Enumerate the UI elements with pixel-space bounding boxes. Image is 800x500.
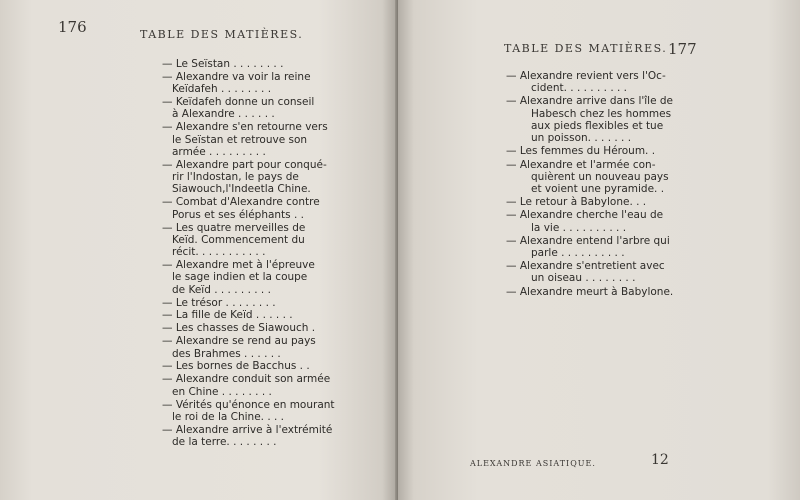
right-page	[398, 0, 800, 500]
chapter-title-line: — Alexandre conduit son armée	[162, 373, 331, 386]
chapter-title-line: — Alexandre va voir la reine	[162, 70, 311, 83]
chapter-title-line: le Seïstan et retrouve son	[172, 133, 308, 146]
chapter-title-line: — Les bornes de Bacchus . .	[162, 360, 310, 373]
chapter-title-line: Porus et ses éléphants . .	[172, 208, 304, 221]
right-page-number: 177	[668, 40, 697, 58]
chapter-title-line: de la terre. . . . . . . .	[172, 436, 277, 448]
chapter-title-line: récit. . . . . . . . . . .	[172, 246, 266, 259]
chapter-title-line: Keïd. Commencement du	[172, 233, 305, 246]
chapter-title-line: des Brahmes . . . . . .	[172, 347, 281, 360]
chapter-title-line: en Chine . . . . . . . .	[172, 385, 272, 398]
chapter-title-line: — La fille de Keïd . . . . . .	[162, 309, 293, 322]
chapter-title-line: — Combat d'Alexandre contre	[162, 196, 320, 209]
chapter-title-line: — Le Seïstan . . . . . . . .	[162, 58, 284, 70]
chapter-title-line: — Alexandre met à l'épreuve	[162, 259, 315, 271]
chapter-title-line: — Vérités qu'énonce en mourant	[162, 398, 335, 411]
left-page	[0, 0, 398, 500]
chapter-title-line: — Alexandre s'entretient avec	[506, 260, 665, 273]
chapter-title-line: — Alexandre arrive à l'extrémité	[162, 423, 333, 436]
chapter-title-line: — Alexandre meurt à Babylone.	[506, 285, 674, 298]
chapter-title-line: — Alexandre entend l'arbre qui	[506, 234, 670, 247]
chapter-title-line: cident. . . . . . . . . .	[531, 82, 628, 95]
signature-mark: 12	[651, 452, 669, 468]
chapter-title-line: la vie . . . . . . . . . .	[531, 221, 627, 234]
chapter-title-line: parle . . . . . . . . . .	[531, 247, 625, 259]
chapter-title-line: Habesch chez les hommes	[531, 107, 672, 120]
chapter-title-line: Keïdafeh . . . . . . . .	[172, 83, 272, 96]
chapter-title-line: un poisson. . . . . . .	[531, 132, 632, 145]
chapter-title-line: armée . . . . . . . . .	[172, 145, 266, 158]
chapter-title-line: — Alexandre revient vers l'Oc-	[506, 70, 666, 82]
chapter-title-line: — Alexandre se rend au pays	[162, 335, 316, 348]
left-page-number: 176	[58, 18, 87, 36]
chapter-title-line: et voient une pyramide. .	[531, 183, 665, 196]
chapter-title-line: — Alexandre cherche l'eau de	[506, 209, 664, 222]
chapter-title-line: à Alexandre . . . . . .	[172, 108, 275, 121]
chapter-title-line: — Keïdafeh donne un conseil	[162, 96, 315, 109]
chapter-title-line: — Alexandre arrive dans l'île de	[506, 95, 674, 108]
chapter-title-line: — Alexandre et l'armée con-	[506, 158, 656, 171]
chapter-title-line: — Les chasses de Siawouch .	[162, 322, 316, 335]
page-footer: ALEXANDRE ASIATIQUE.	[470, 459, 596, 468]
chapter-title-line: le roi de la Chine. . . .	[172, 410, 285, 423]
chapter-title-line: de Keïd . . . . . . . . .	[172, 283, 271, 296]
chapter-title-line: — Les femmes du Héroum. .	[506, 145, 656, 158]
right-page-header: TABLE DES MATIÈRES.	[504, 42, 668, 55]
chapter-title-line: — Les quatre merveilles de	[162, 221, 306, 234]
chapter-title-line: le sage indien et la coupe	[172, 271, 308, 284]
chapter-title-line: un oiseau . . . . . . . .	[531, 272, 636, 285]
left-page-header: TABLE DES MATIÈRES.	[140, 28, 304, 41]
chapter-title-line: quièrent un nouveau pays	[531, 170, 669, 183]
chapter-title-line: — Alexandre s'en retourne vers	[162, 121, 328, 134]
chapter-title-line: — Le retour à Babylone. . .	[506, 196, 647, 209]
chapter-title-line: rir l'Indostan, le pays de	[172, 171, 299, 184]
chapter-title-line: — Le trésor . . . . . . . .	[162, 296, 276, 309]
chapter-title-line: Siawouch,l'Indeetla Chine.	[172, 183, 311, 196]
chapter-title-line: — Alexandre part pour conqué-	[162, 158, 327, 171]
chapter-title-line: aux pieds flexibles et tue	[531, 120, 664, 132]
